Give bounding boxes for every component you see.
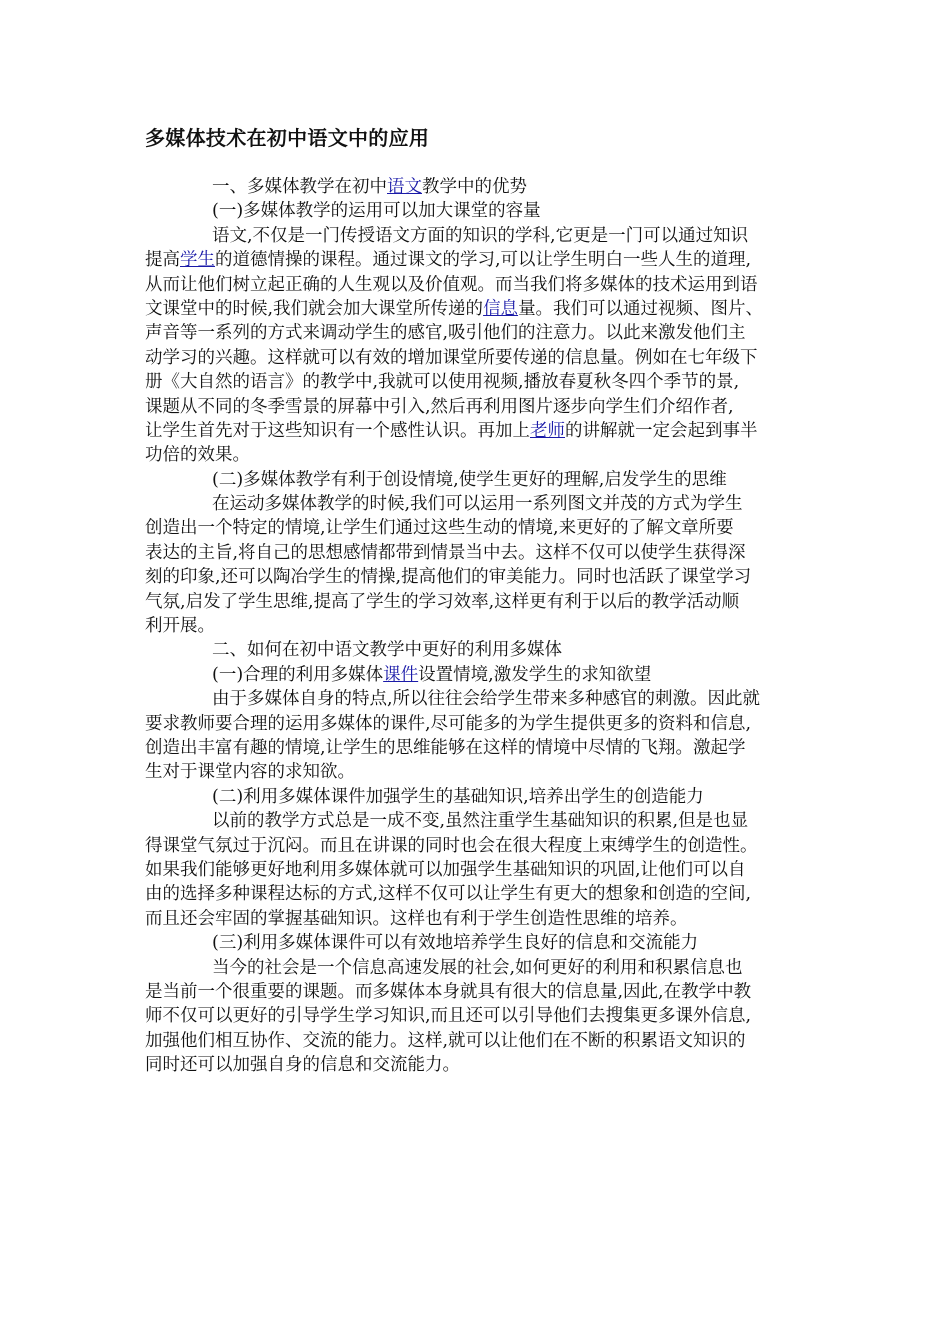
text-segment: 动学习的兴趣。这样就可以有效的增加课堂所要传递的信息量。例如在七年级下 — [145, 347, 758, 368]
text-segment: 册《大自然的语言》的教学中,我就可以使用视频,播放春夏秋冬四个季节的景, — [145, 372, 740, 393]
text-segment: 一、多媒体教学在初中 — [212, 177, 387, 197]
text-segment: 课题从不同的冬季雪景的屏幕中引入,然后再利用图片逐步向学生们介绍作者, — [145, 396, 734, 417]
document-body — [145, 175, 815, 1077]
text-segment: (一)多媒体教学的运用可以加大课堂的容量 — [212, 201, 541, 222]
text-line — [145, 419, 815, 443]
text-line — [145, 224, 815, 248]
text-line — [145, 785, 815, 809]
text-line — [145, 541, 815, 565]
text-line — [145, 346, 815, 370]
text-segment: 如果我们能够更好地利用多媒体就可以加强学生基础知识的巩固,让他们可以自 — [145, 859, 746, 880]
text-line — [145, 760, 815, 784]
text-segment: 让学生首先对于这些知识有一个感性认识。再加上 — [145, 420, 530, 441]
text-segment: 得课堂气氛过于沉闷。而且在讲课的同时也会在很大程度上束缚学生的创造性。 — [145, 835, 758, 856]
text-line — [145, 614, 815, 638]
keyword-link[interactable]: 课件 — [383, 664, 419, 685]
text-line — [145, 931, 815, 955]
text-segment: (二)利用多媒体课件加强学生的基础知识,培养出学生的创造能力 — [212, 786, 704, 807]
text-line — [145, 834, 815, 858]
text-segment: 要求教师要合理的运用多媒体的课件,尽可能多的为学生提供更多的资料和信息, — [145, 713, 752, 734]
text-line — [145, 370, 815, 394]
text-segment: 二、如何在初中语文教学中更好的利用多媒体 — [212, 640, 562, 661]
keyword-link[interactable]: 学生 — [180, 250, 215, 271]
text-segment: 而且还会牢固的掌握基础知识。这样也有利于学生创造性思维的培养。 — [145, 908, 688, 929]
text-line — [145, 175, 815, 199]
text-segment: 生对于课堂内容的求知欲。 — [145, 762, 355, 783]
text-segment: 以前的教学方式总是一成不变,虽然注重学生基础知识的积累,但是也显 — [212, 811, 749, 832]
text-line — [145, 687, 815, 711]
text-segment: 气氛,启发了学生思维,提高了学生的学习效率,这样更有利于以后的教学活动顺 — [145, 591, 740, 612]
text-segment: 同时还可以加强自身的信息和交流能力。 — [145, 1055, 460, 1076]
text-line — [145, 590, 815, 614]
text-segment: 文课堂中的时候,我们就会加大课堂所传递的 — [145, 298, 484, 319]
text-line — [145, 712, 815, 736]
text-line — [145, 809, 815, 833]
text-line — [145, 468, 815, 492]
text-line — [145, 273, 815, 297]
text-line — [145, 882, 815, 906]
keyword-link[interactable]: 老师 — [530, 420, 565, 441]
text-segment: 由于多媒体自身的特点,所以往往会给学生带来多种感官的刺激。因此就 — [212, 689, 761, 710]
text-segment: 当今的社会是一个信息高速发展的社会,如何更好的利用和积累信息也 — [212, 957, 743, 978]
text-segment: 声音等一系列的方式来调动学生的感官,吸引他们的注意力。以此来激发他们主 — [145, 323, 746, 344]
text-segment: 设置情境,激发学生的求知欲望 — [418, 664, 652, 685]
text-line — [145, 297, 815, 321]
text-line — [145, 492, 815, 516]
text-segment: 利开展。 — [145, 616, 215, 637]
text-line — [145, 395, 815, 419]
text-segment: 刻的印象,还可以陶冶学生的情操,提高他们的审美能力。同时也活跃了课堂学习 — [145, 567, 752, 588]
text-segment: 加强他们相互协作、交流的能力。这样,就可以让他们在不断的积累语文知识的 — [145, 1030, 746, 1051]
text-segment: 的讲解就一定会起到事半 — [565, 420, 758, 441]
keyword-link[interactable]: 语文 — [387, 177, 422, 197]
text-segment: 在运动多媒体教学的时候,我们可以运用一系列图文并茂的方式为学生 — [212, 494, 743, 515]
text-line — [145, 980, 815, 1004]
text-line — [145, 907, 815, 931]
text-line — [145, 858, 815, 882]
text-segment: 的道德情操的课程。通过课文的学习,可以让学生明白一些人生的道理, — [215, 250, 752, 271]
text-segment: 提高 — [145, 250, 180, 271]
text-segment: 创造出丰富有趣的情境,让学生的思维能够在这样的情境中尽情的飞翔。激起学 — [145, 737, 746, 758]
text-segment: 从而让他们树立起正确的人生观以及价值观。而当我们将多媒体的技术运用到语 — [145, 274, 758, 295]
text-segment: 教学中的优势 — [422, 177, 527, 197]
text-segment: 创造出一个特定的情境,让学生们通过这些生动的情境,来更好的了解文章所要 — [145, 518, 734, 539]
text-segment: (二)多媒体教学有利于创设情境,使学生更好的理解,启发学生的思维 — [212, 469, 727, 490]
text-line — [145, 1053, 815, 1077]
text-line — [145, 1029, 815, 1053]
text-segment: (三)利用多媒体课件可以有效地培养学生良好的信息和交流能力 — [212, 933, 699, 954]
text-segment: (一)合理的利用多媒体 — [212, 664, 384, 685]
keyword-link[interactable]: 信息 — [483, 298, 519, 319]
text-segment: 是当前一个很重要的课题。而多媒体本身就具有很大的信息量,因此,在教学中教 — [145, 981, 752, 1002]
text-line — [145, 663, 815, 687]
text-line — [145, 956, 815, 980]
document-title: 多媒体技术在初中语文中的应用 — [145, 126, 430, 150]
text-segment: 师不仅可以更好的引导学生学习知识,而且还可以引导他们去搜集更多课外信息, — [145, 1006, 752, 1027]
text-segment: 由的选择多种课程达标的方式,这样不仅可以让学生有更大的想象和创造的空间, — [145, 884, 752, 905]
text-segment: 量。我们可以通过视频、图片、 — [518, 298, 764, 319]
text-line — [145, 638, 815, 662]
text-segment: 表达的主旨,将自己的思想感情都带到情景当中去。这样不仅可以使学生获得深 — [145, 542, 746, 563]
text-line — [145, 736, 815, 760]
text-line — [145, 1004, 815, 1028]
text-line — [145, 321, 815, 345]
text-line — [145, 516, 815, 540]
text-segment: 功倍的效果。 — [145, 445, 250, 466]
text-segment: 语文,不仅是一门传授语文方面的知识的学科,它更是一门可以通过知识 — [212, 225, 749, 246]
text-line — [145, 199, 815, 223]
text-line — [145, 248, 815, 272]
text-line — [145, 565, 815, 589]
text-line — [145, 443, 815, 467]
